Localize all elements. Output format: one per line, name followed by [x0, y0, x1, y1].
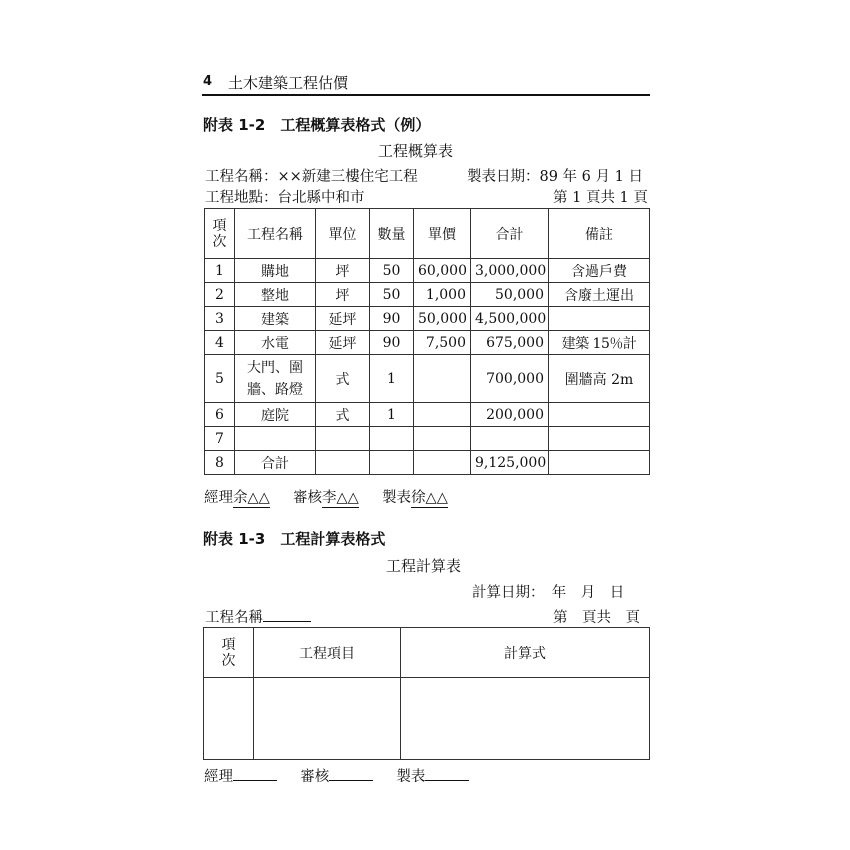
cell: [370, 427, 414, 451]
cell: [414, 451, 471, 475]
header-cell: 合計: [471, 209, 549, 259]
table-row: [205, 283, 650, 307]
sign-review-label: 審核: [293, 490, 323, 506]
cell: 式: [316, 355, 370, 403]
cell: 購地: [235, 259, 316, 283]
cell: 50,000: [471, 283, 549, 307]
sign-maker-label: 製表: [396, 769, 426, 785]
sign-maker-blank: [425, 780, 469, 781]
sign-review-label: 審核: [300, 769, 330, 785]
cell: 延坪: [316, 307, 370, 331]
cell: 坪: [316, 259, 370, 283]
cell: 675,000: [471, 331, 549, 355]
cell: 庭院: [235, 403, 316, 427]
cell: 建築 15％計: [549, 331, 650, 355]
cell: [235, 427, 316, 451]
cell: [549, 403, 650, 427]
table-row: [205, 451, 650, 475]
cell: 5: [205, 355, 235, 403]
cell: 50: [370, 283, 414, 307]
cell: 建築: [235, 307, 316, 331]
cell: 7,500: [414, 331, 471, 355]
table-row: [205, 403, 650, 427]
sign-maker-name: 徐△△: [411, 486, 448, 508]
cell: 2: [205, 283, 235, 307]
sign-manager-name: 余△△: [233, 486, 270, 508]
calculation-table: [203, 627, 650, 760]
cell: [414, 355, 471, 403]
cell: [204, 678, 254, 760]
table1-page: 第 1 頁共 1 頁: [553, 190, 648, 206]
cell: 大門、圍牆、路燈: [235, 355, 316, 403]
cell: 200,000: [471, 403, 549, 427]
table-header-row: [205, 209, 650, 259]
cell: 1,000: [414, 283, 471, 307]
cell: 90: [370, 307, 414, 331]
table-header-row: [204, 628, 650, 678]
table2-signatures: [204, 765, 469, 786]
table2-caption: 附表 1-3 工程計算表格式: [203, 530, 386, 548]
table-row: [204, 678, 650, 760]
sign-review-name: 李△△: [322, 486, 359, 508]
cell: [316, 427, 370, 451]
table2-title: 工程計算表: [386, 557, 462, 575]
cell: 延坪: [316, 331, 370, 355]
cell: [414, 427, 471, 451]
page-number: 4: [203, 74, 213, 89]
book-title: 土木建築工程估價: [228, 74, 349, 92]
cell: [549, 307, 650, 331]
table1-title: 工程概算表: [378, 142, 454, 160]
table-row: [205, 355, 650, 403]
cell: 式: [316, 403, 370, 427]
header-cell: 備註: [549, 209, 650, 259]
project-name-label: 工程名稱: [205, 610, 263, 626]
table-row: [205, 331, 650, 355]
sign-manager-label: 經理: [204, 490, 233, 506]
cell: [471, 427, 549, 451]
header-cell: 工程項目: [254, 628, 401, 678]
table1-project-name: 工程名稱：××新建三樓住宅工程: [205, 169, 418, 185]
header-cell: 工程名稱: [235, 209, 316, 259]
cell: 合計: [235, 451, 316, 475]
cell: 6: [205, 403, 235, 427]
sign-manager-blank: [233, 780, 277, 781]
cell: 8: [205, 451, 235, 475]
header-cell: 單位: [316, 209, 370, 259]
cell: [549, 427, 650, 451]
cell: 3,000,000: [471, 259, 549, 283]
cell: 60,000: [414, 259, 471, 283]
sign-manager-label: 經理: [204, 769, 233, 785]
table2-project-name: [205, 606, 311, 627]
cell: 7: [205, 427, 235, 451]
cell: 整地: [235, 283, 316, 307]
header-cell: 單價: [414, 209, 471, 259]
sign-maker-label: 製表: [382, 490, 412, 506]
cell: [316, 451, 370, 475]
cell: 4: [205, 331, 235, 355]
cell: 1: [370, 403, 414, 427]
cell: [414, 403, 471, 427]
cell: 50,000: [414, 307, 471, 331]
cell: 700,000: [471, 355, 549, 403]
header-cell: 數量: [370, 209, 414, 259]
cell: 水電: [235, 331, 316, 355]
cell: [370, 451, 414, 475]
cell: 3: [205, 307, 235, 331]
table1-location: 工程地點：台北縣中和市: [205, 190, 365, 206]
cell: [549, 451, 650, 475]
sign-review-blank: [329, 780, 373, 781]
header-cell: 項次: [204, 628, 254, 678]
header-cell: 項次: [205, 209, 235, 259]
cell: 坪: [316, 283, 370, 307]
cell: 圍牆高 2m: [549, 355, 650, 403]
header-cell: 計算式: [401, 628, 650, 678]
cell: 含過戶費: [549, 259, 650, 283]
table1-signatures: [204, 486, 448, 508]
cell: 4,500,000: [471, 307, 549, 331]
header-rule: [202, 94, 650, 96]
cell: 50: [370, 259, 414, 283]
project-name-blank: [263, 621, 311, 622]
cell: [254, 678, 401, 760]
table2-date: 計算日期： 年 月 日: [472, 585, 625, 601]
table2-page: 第 頁共 頁: [553, 610, 640, 626]
table-row: [205, 259, 650, 283]
cell: 1: [205, 259, 235, 283]
cell: 含廢土運出: [549, 283, 650, 307]
cell: 9,125,000: [471, 451, 549, 475]
table-row: [205, 427, 650, 451]
table-row: [205, 307, 650, 331]
cell: [401, 678, 650, 760]
table1-caption: 附表 1-2 工程概算表格式（例）: [203, 116, 431, 134]
cell: 1: [370, 355, 414, 403]
table1-date: 製表日期：89 年 6 月 1 日: [467, 169, 643, 185]
estimate-table: [204, 208, 650, 475]
cell: 90: [370, 331, 414, 355]
